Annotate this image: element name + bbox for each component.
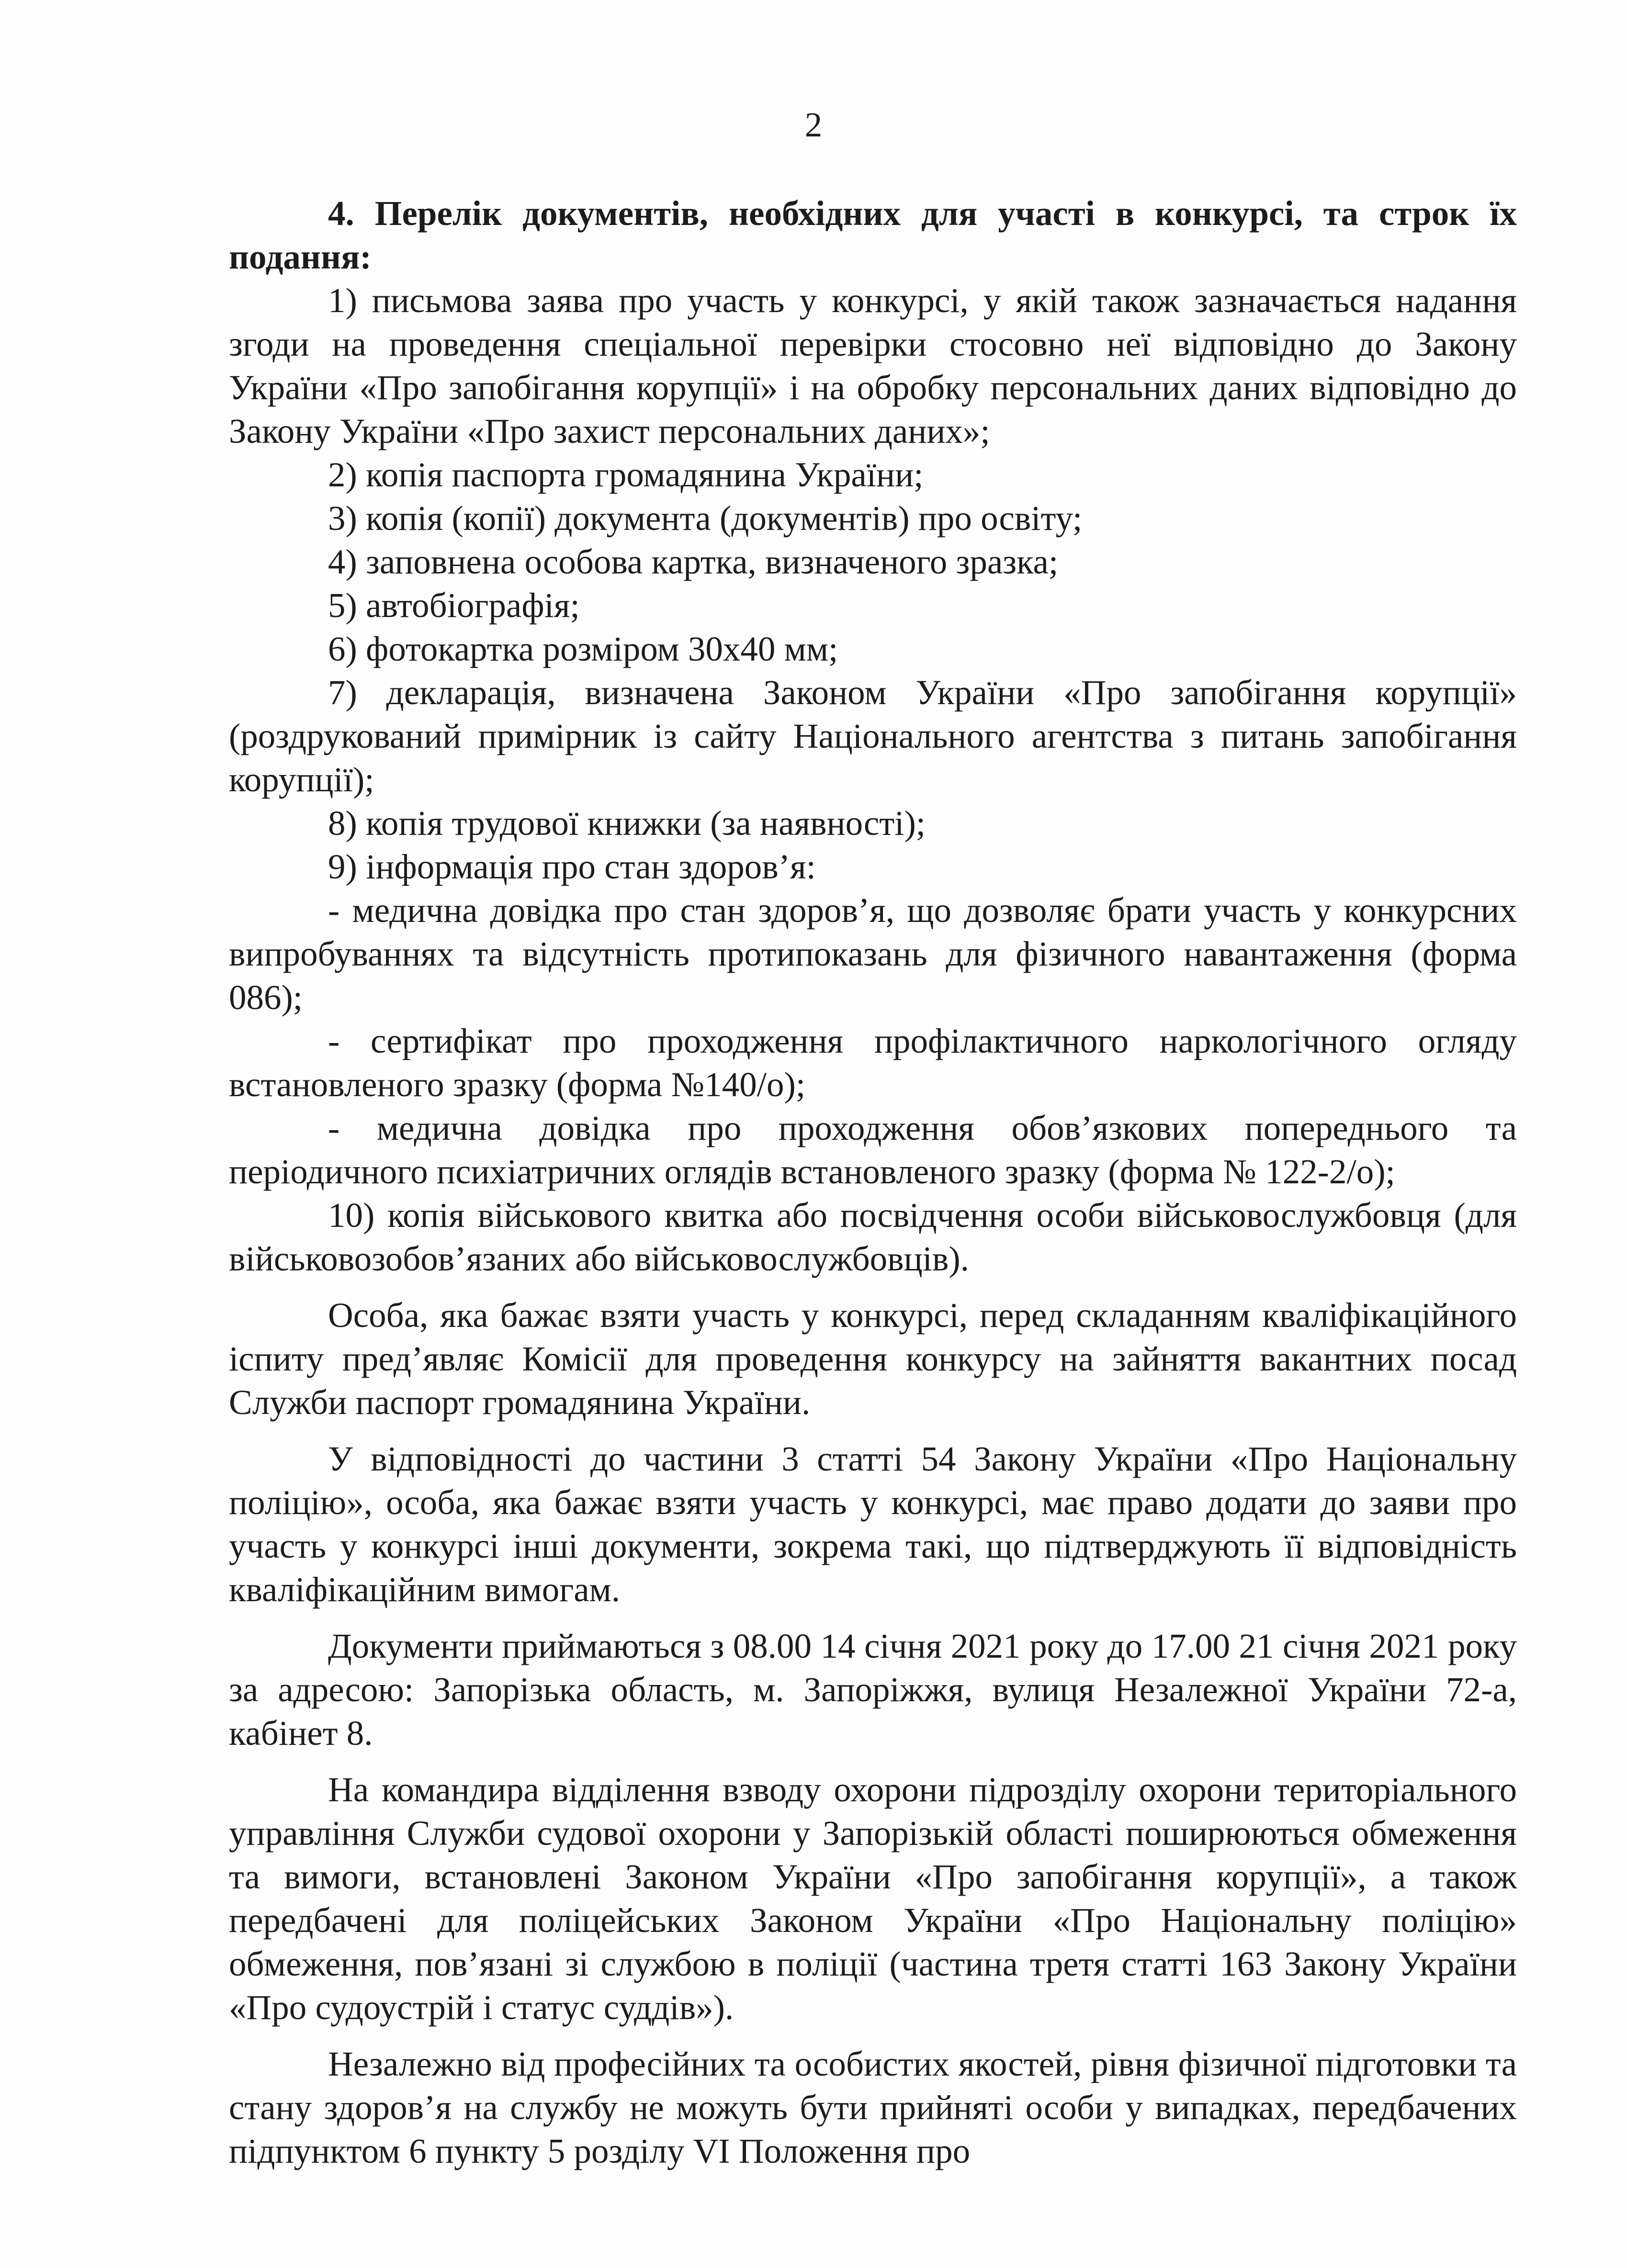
list-item-photo: 6) фотокартка розміром 30х40 мм; bbox=[328, 629, 838, 668]
paragraph-additional-documents: У відповідності до частини 3 статті 54 Закону України «Про Національну поліцію», особа, яка бажає взяти участь у конкурсі, має право додати до заяви про участь у конкурсі інші документи, зокрема такі, що підтверджують її відповідність кваліфікаційним вимогам. bbox=[229, 1439, 1517, 1609]
list-subitem-narcology-certificate: - сертифікат про проходження профілактичного наркологічного огляду встановленого зразку (форма №140/о); bbox=[229, 1022, 1517, 1104]
list-item-declaration: 7) декларація, визначена Законом України «Про запобігання корупції» (роздрукований примірник із сайту Національного агентства з питань запобігання корупції); bbox=[229, 673, 1517, 799]
list-subitem-medical-certificate: - медична довідка про стан здоров’я, що дозволяє брати участь у конкурсних випробуваннях та відсутність протипоказань для фізичного навантаження (форма 086); bbox=[229, 891, 1517, 1017]
list-item-application: 1) письмова заява про участь у конкурсі, у якій також зазначається надання згоди на проведення спеціальної перевірки стосовно неї відповідно до Закону України «Про запобігання корупції» і на обробку персональних даних відповідно до Закону України «Про захист персональних даних»; bbox=[229, 281, 1517, 450]
page-number: 2 bbox=[804, 105, 823, 144]
list-subitem-psychiatric-certificate: - медична довідка про проходження обов’язкових попереднього та періодичного психіатричних оглядів встановленого зразку (форма № 122-2/о); bbox=[229, 1109, 1517, 1191]
paragraph-restrictions: На командира відділення взводу охорони підрозділу охорони територіального управління Служби судової охорони у Запорізькій області поширюються обмеження та вимоги, встановлені Законом України «Про запобігання корупції», а також передбачені для поліцейських Законом України «Про Національну поліцію» обмеження, пов’язані зі службою в поліції (частина третя статті 163 Закону України «Про судоустрій і статус суддів»). bbox=[229, 1770, 1517, 2027]
paragraph-submission-dates: Документи приймаються з 08.00 14 січня 2021 року до 17.00 21 січня 2021 року за адресою: Запорізька область, м. Запоріжжя, вулиця Незалежної України 72-а, кабінет 8. bbox=[229, 1627, 1517, 1752]
list-item-health-info: 9) інформація про стан здоров’я: bbox=[328, 847, 816, 886]
section-heading: 4. Перелік документів, необхідних для участі в конкурсі, та строк їх подання: bbox=[229, 194, 1517, 276]
list-item-education-copy: 3) копія (копії) документа (документів) про освіту; bbox=[328, 499, 1083, 538]
paragraph-admission-exclusions: Незалежно від професійних та особистих якостей, рівня фізичної підготовки та стану здоров’я на службу не можуть бути прийняті особи у випадках, передбачених підпунктом 6 пункту 5 розділу VI Положення про bbox=[229, 2044, 1517, 2170]
list-item-personal-card: 4) заповнена особова картка, визначеного зразка; bbox=[328, 542, 1059, 581]
list-item-military-id: 10) копія військового квитка або посвідчення особи військовослужбовця (для військовозобов’язаних або військовослужбовців). bbox=[229, 1196, 1517, 1278]
list-item-passport-copy: 2) копія паспорта громадянина України; bbox=[328, 455, 924, 494]
document-body bbox=[229, 191, 1517, 2173]
list-item-employment-book: 8) копія трудової книжки (за наявності); bbox=[328, 804, 926, 842]
paragraph-passport-presentation: Особа, яка бажає взяти участь у конкурсі, перед складанням кваліфікаційного іспиту пред’являє Комісії для проведення конкурсу на зайняття вакантних посад Служби паспорт громадянина України. bbox=[229, 1296, 1517, 1422]
list-item-autobiography: 5) автобіографія; bbox=[328, 586, 580, 625]
